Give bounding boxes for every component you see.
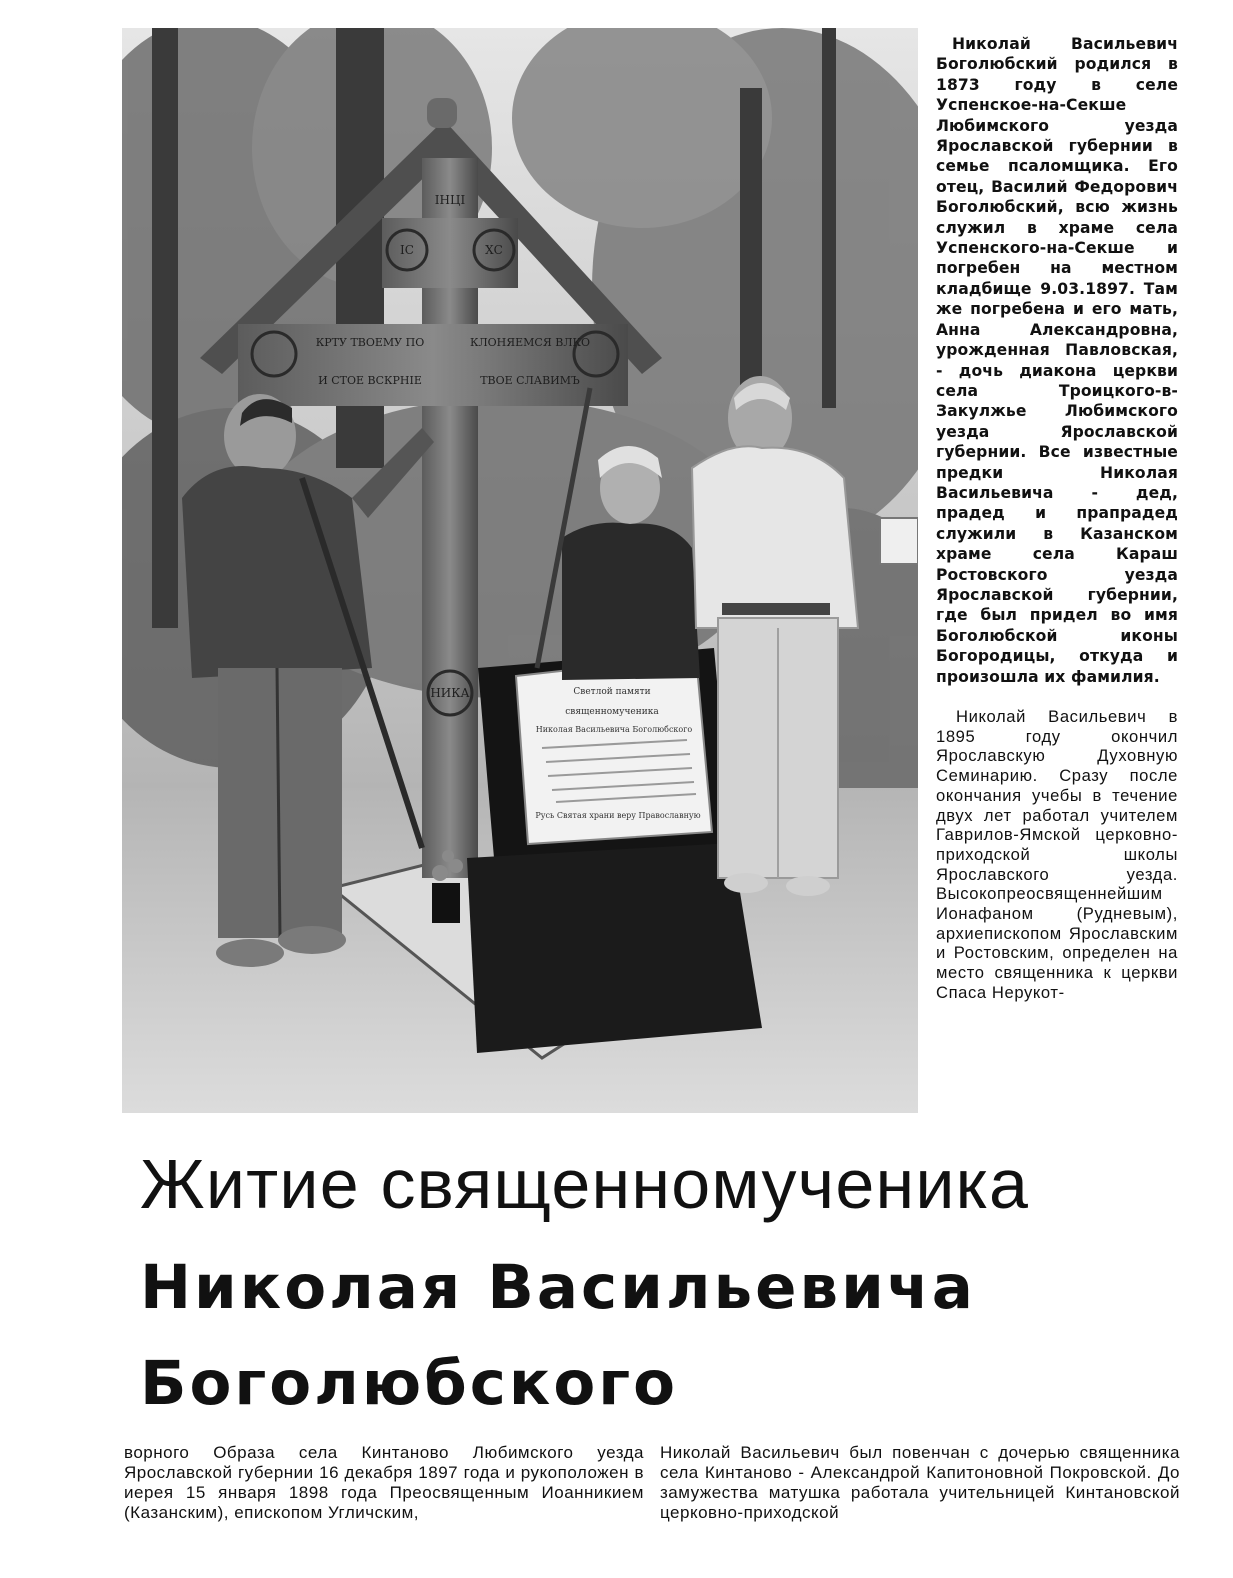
bottom-right-column: Николай Васильевич был повенчан с дочерью священника села Кинтаново - Александрой Капитоновной Покровской. До замужества матушка работала учительницей Кинтановской церковно-приходской [660, 1443, 1180, 1522]
cross-label-top: ІНЦІ [434, 193, 466, 207]
intro-paragraph: Николай Васильевич Боголюбский родился в 1873 году в селе Успенское-на-Секше Любимского уезда Ярославской губернии в семье псаломщика. Его отец, Василий Федорович Боголюбский, всю жизнь служил в храме села Успенского-на-Секше и погребен на местном кладбище 9.03.1897. Там же погребена и его мать, Анна Александровна, урожденная Павловская, - дочь диакона церкви села Троицкого-в- Закулжье Любимского уезда Ярославской губернии. Все известные предки Николая Васильевича - дед, прадед и прапрадед служили в Казанском храме села Караш Ростовского уезда Ярославской губернии, где был придел во имя Боголюбской иконы Богородицы, откуда и произошла их фамилия. [936, 35, 1178, 686]
cross-label-nika: НИКА [430, 686, 470, 700]
article-title [140, 1138, 1200, 1432]
seminary-paragraph: Николай Васильевич в 1895 году окончил Ярославскую Духовную Семинарию. Сразу после окончания учебы в течение двух лет работал учителем Гаврилов-Ямской церковно-приходской школы Ярославского уезда. Высокопреосвященнейшим Ионафаном (Рудневым), архиепископом Ярославским и Ростовским, определен на место священника к церкви Спаса Нерукот- [936, 707, 1178, 1002]
sign-board [880, 518, 918, 564]
cross-inscription-1: КРТУ ТВОЕМУ ПО [315, 336, 425, 349]
cross-label-xc: ХС [485, 243, 503, 257]
plaque-line-1: Светлой памяти [573, 687, 651, 697]
cross-inscription-3: И СТОЕ ВСКРНІЕ [318, 374, 422, 387]
title-line-3: Боголюбского [140, 1348, 678, 1419]
memorial-photo [122, 28, 918, 1113]
plaque-line-2: священномученика [565, 707, 659, 717]
title-line-1: Житие священномученика [140, 1145, 1030, 1223]
plaque-line-4: Русь Святая храни веру Православную [535, 811, 701, 820]
plaque-line-3: Николая Васильевича Боголюбского [535, 725, 693, 734]
cross-inscription-4: ТВОЕ СЛАВИМЪ [480, 374, 580, 387]
right-column [936, 34, 1178, 1003]
cross-label-ic: ІС [400, 243, 414, 257]
bottom-left-column: ворного Образа села Кинтаново Любимского уезда Ярославской губернии 16 декабря 1897 года и рукоположен в иерея 15 января 1898 года Преосвященным Иоанникием (Казанским), епископом Угличским, [124, 1443, 644, 1522]
title-line-2: Николая Васильевича [140, 1252, 976, 1323]
cross-inscription-2: КЛОНЯЕМСЯ ВЛКО [469, 336, 591, 349]
